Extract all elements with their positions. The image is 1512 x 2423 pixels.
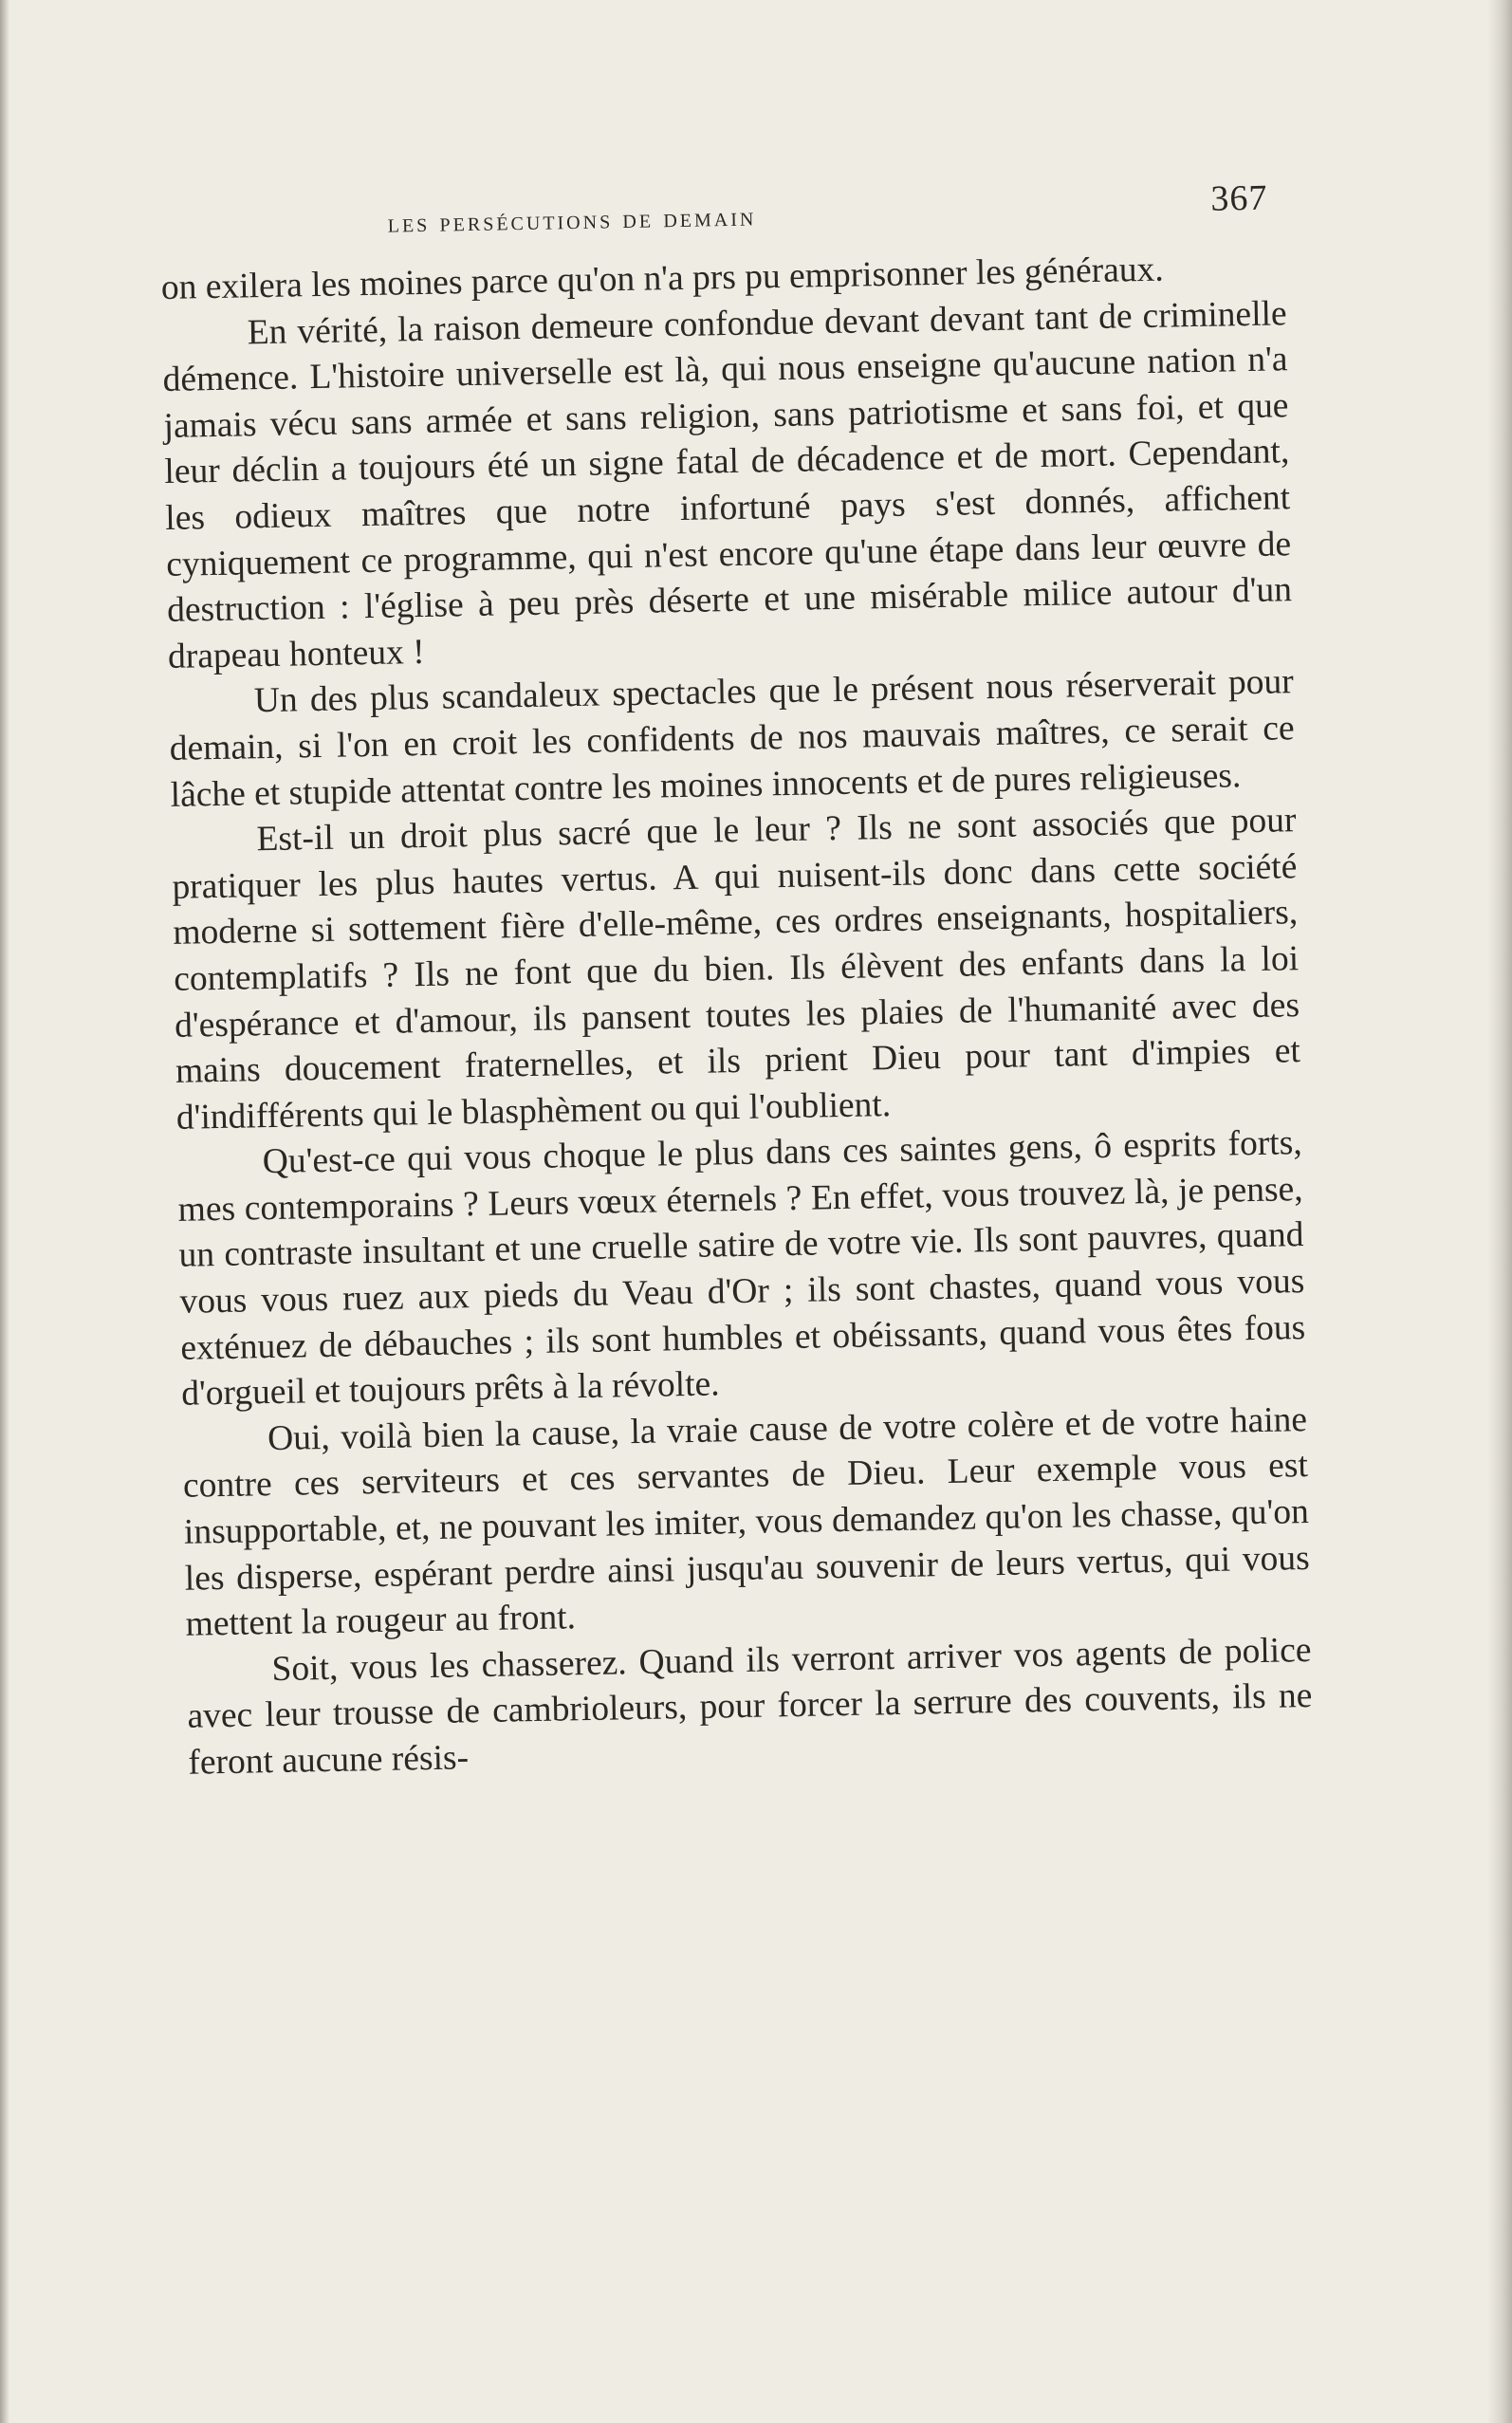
paragraph: Est-il un droit plus sacré que le leur ? Ils ne sont associés que pour pratiquer les plus hautes vertus. A qui nuisent-ils donc dans cette société moderne si sottement fière d'elle-même, ces ordres enseignants, hospitaliers, contemplatifs ? Ils ne font que du bien. Ils élèvent des enfants dans la loi d'espérance et d'amour, ils pansent toutes les plaies de l'humanité avec des mains doucement fraternelles, et ils prient Dieu pour tant d'impies et d'indifférents qui le blasphèment ou qui l'oublient. — [172, 801, 1301, 1138]
page-gutter-shadow — [0, 0, 9, 2423]
body-text — [160, 245, 1313, 1786]
paragraph: Soit, vous les chasserez. Quand ils verront arriver vos agents de police avec leur trousse de cambrioleurs, pour forcer la serrure des couvents, ils ne feront aucune résis- — [187, 1630, 1313, 1783]
page-number: 367 — [1209, 177, 1268, 219]
page-edge-shadow — [1487, 0, 1512, 2423]
paragraph: En vérité, la raison demeure confondue devant devant tant de criminelle démence. L'histoire universelle est là, qui nous enseigne qu'aucune nation n'a jamais vécu sans armée et sans religion, sans patriotisme et sans foi, et que leur déclin a toujours été un signe fatal de décadence et de mort. Cependant, les odieux maîtres que notre infortuné pays s'est donnés, affichent cyniquement ce programme, qui n'est encore qu'une étape dans leur œuvre de destruction : l'église à peu près déserte et une misérable milice autour d'un drapeau honteux ! — [162, 293, 1293, 676]
paragraph: Qu'est-ce qui vous choque le plus dans ces saintes gens, ô esprits forts, mes contemporains ? Leurs vœux éternels ? En effet, vous trouvez là, je pense, un contraste insultant et une cruelle satire de votre vie. Ils sont pauvres, quand vous vous ruez aux pieds du Veau d'Or ; ils sont chastes, quand vous vous exténuez de débauches ; ils sont humbles et obéissants, quand vous êtes fous d'orgueil et toujours prêts à la révolte. — [177, 1123, 1306, 1415]
running-title: les persécutions de demain — [387, 201, 757, 239]
paragraph: Un des plus scandaleux spectacles que le présent nous réserverait pour demain, si l'on en croit les confidents de nos mauvais maîtres, ce serait ce lâche et stupide attentat contre les moines innocents et de pures religieuses. — [169, 662, 1295, 815]
paragraph: on exilera les moines parce qu'on n'a prs pu emprisonner les généraux. — [160, 250, 1165, 307]
paragraph: Oui, voilà bien la cause, la vraie cause de votre colère et de votre haine contre ces serviteurs et ces servantes de Dieu. Leur exemple vous est insupportable, et, ne pouvant les imiter, vous demandez qu'on les chasse, qu'on les disperse, espérant perdre ainsi jusqu'au souvenir de leurs vertus, qui vous mettent la rougeur au front. — [182, 1399, 1311, 1644]
text-block — [159, 169, 1314, 1786]
